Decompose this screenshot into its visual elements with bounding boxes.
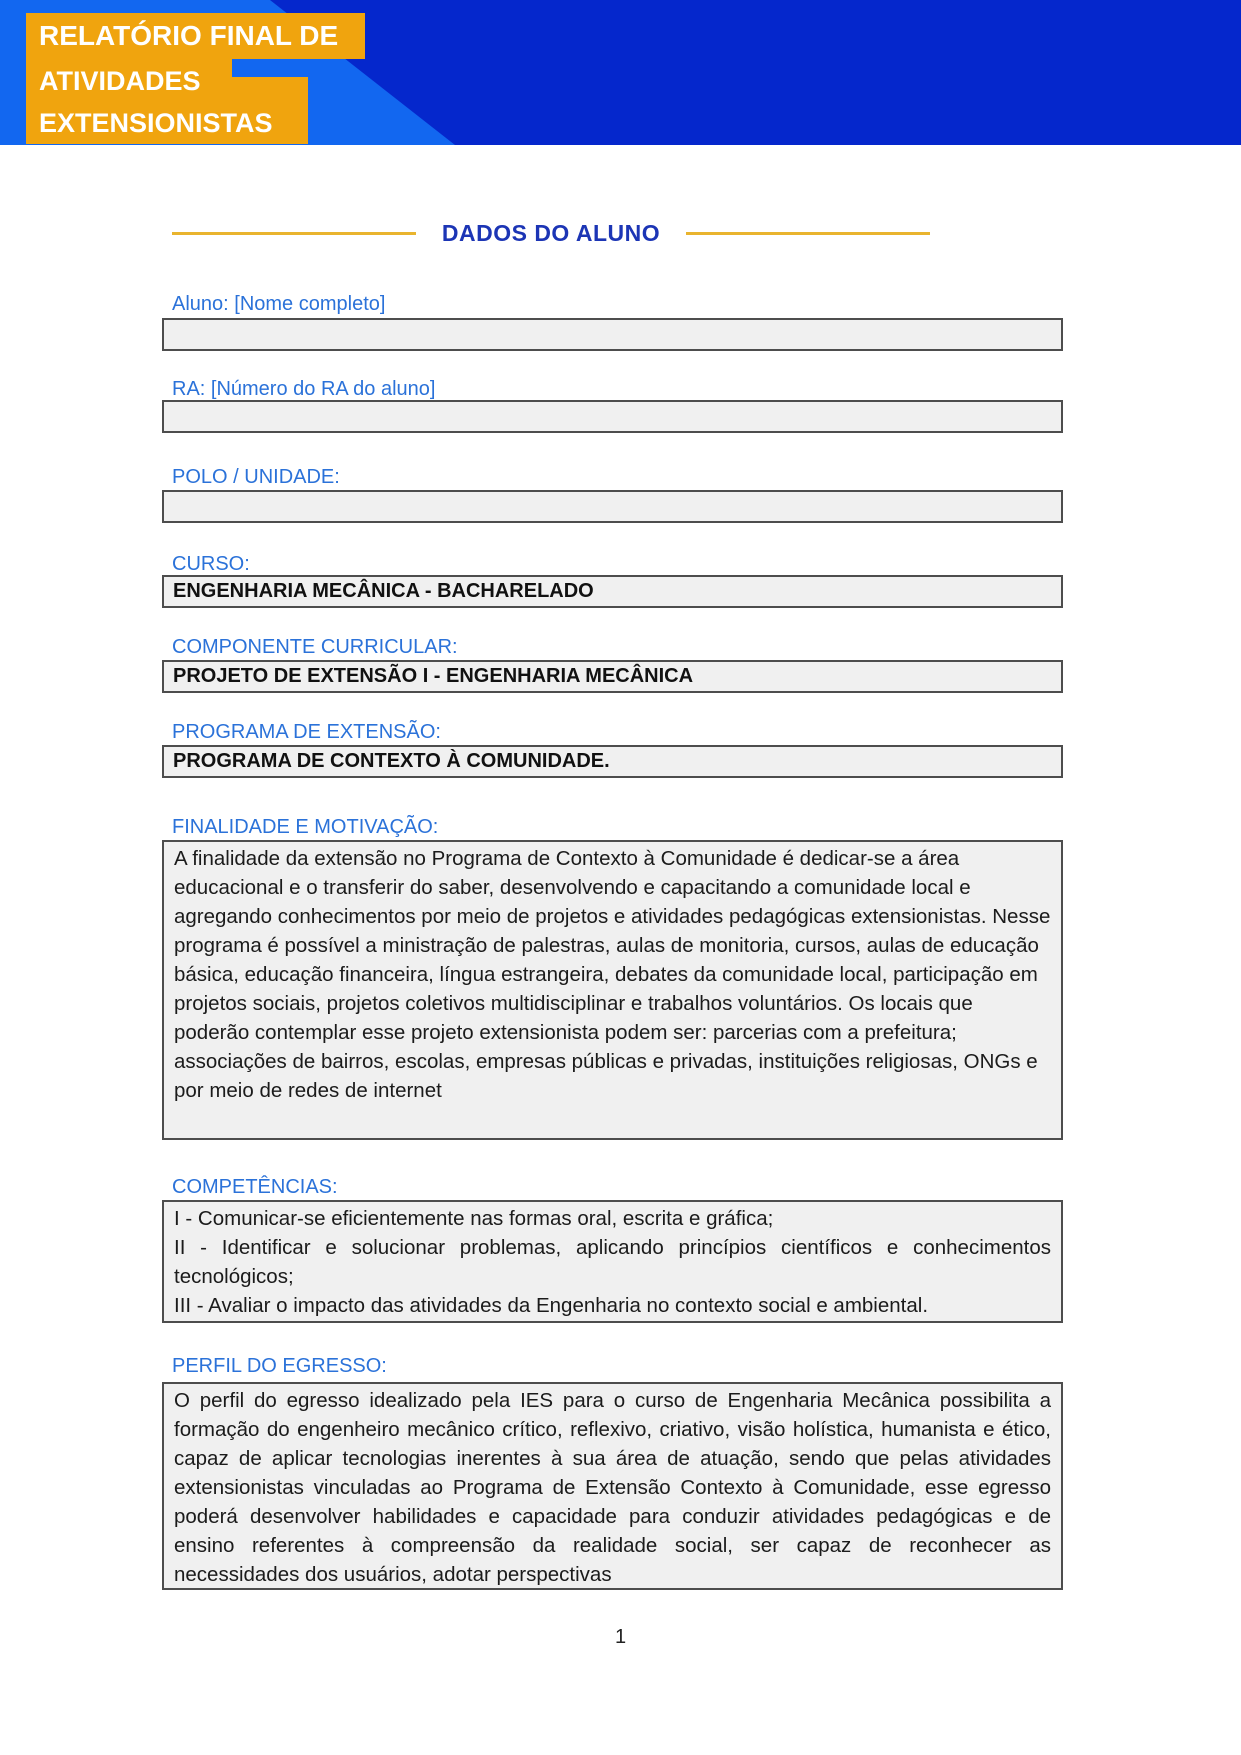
competencia-item-1: I - Comunicar-se eficientemente nas formas oral, escrita e gráfica; [174, 1207, 774, 1230]
banner-title-line-3 [26, 103, 308, 144]
banner-step-shape [232, 77, 308, 104]
field-input-ra[interactable] [162, 400, 1063, 433]
field-value-programa-extensao: PROGRAMA DE CONTEXTO À COMUNIDADE. [162, 745, 1063, 778]
section-text-perfil-egresso [162, 1382, 1063, 1590]
field-value-componente-curricular: PROJETO DE EXTENSÃO I - ENGENHARIA MECÂNICA [162, 660, 1063, 693]
banner-title-text-1: RELATÓRIO FINAL DE [39, 20, 339, 51]
field-label-componente-curricular: COMPONENTE CURRICULAR: [172, 636, 458, 658]
field-label-ra: RA: [Número do RA do aluno] [172, 378, 436, 400]
banner-title-line-1 [26, 13, 365, 59]
title-rule-left [172, 232, 416, 235]
competencia-item-3: III - Avaliar o impacto das atividades da Engenharia no contexto social e ambiental. [174, 1294, 929, 1317]
perfil-paragraph: O perfil do egresso idealizado pela IES para o curso de Engenharia Mecânica possibilita a formação do engenheiro mecânico crítico, reflexivo, criativo, visão holística, humanista e ético, capaz de aplicar tecnologias inerentes à sua área de atuação, sendo que pelas atividades extensionistas vinculadas ao Programa de Extensão Contexto à Comunidade, esse egresso poderá desenvolver habilidades e capacidade para conduzir atividades pedagógicas e de ensino referentes à compreensão da realidade social, ser capaz de reconhecer as necessidades dos usuários, adotar perspectivas [174, 1389, 1051, 1586]
page-title: DADOS DO ALUNO [441, 219, 661, 246]
finalidade-paragraph: A finalidade da extensão no Programa de Contexto à Comunidade é dedicar-se a área educacional e o transferir do saber, desenvolvendo e capacitando a comunidade local e agregando conhecimentos por meio de projetos e atividades pedagógicas extensionistas. Nesse programa é possível a ministração de palestras, aulas de monitoria, cursos, aulas de educação básica, educação financeira, língua estrangeira, debates da comunidade local, participação em projetos sociais, projetos coletivos multidisciplinar e trabalhos voluntários. Os locais que poderão contemplar esse projeto extensionista podem ser: parcerias com a prefeitura; associações de bairros, escolas, empresas públicas e privadas, instituições religiosas, ONGs e por meio de redes de internet [174, 847, 1051, 1102]
section-label-perfil-egresso: PERFIL DO EGRESSO: [172, 1355, 387, 1377]
competencia-item-2: II - Identificar e solucionar problemas, aplicando princípios científicos e conhecimentos tecnológicos; [174, 1236, 1051, 1288]
field-label-aluno: Aluno: [Nome completo] [172, 293, 386, 315]
section-label-finalidade: FINALIDADE E MOTIVAÇÃO: [172, 816, 439, 838]
field-input-polo-unidade[interactable] [162, 490, 1063, 523]
banner-title-text-3: EXTENSIONISTAS [39, 108, 273, 138]
field-label-curso: CURSO: [172, 553, 250, 575]
banner [0, 0, 1241, 145]
title-rule-right [686, 232, 930, 235]
field-value-curso: ENGENHARIA MECÂNICA - BACHARELADO [162, 575, 1063, 608]
section-heading-row [172, 218, 930, 248]
page-number: 1 [614, 1626, 627, 1648]
field-label-polo-unidade: POLO / UNIDADE: [172, 466, 340, 488]
section-text-competencias [162, 1200, 1063, 1323]
field-input-aluno[interactable] [162, 318, 1063, 351]
section-label-competencias: COMPETÊNCIAS: [172, 1176, 338, 1198]
banner-title-line-2 [26, 59, 232, 103]
section-text-finalidade [162, 840, 1063, 1140]
field-label-programa-extensao: PROGRAMA DE EXTENSÃO: [172, 721, 441, 743]
banner-title-text-2: ATIVIDADES [39, 65, 201, 96]
